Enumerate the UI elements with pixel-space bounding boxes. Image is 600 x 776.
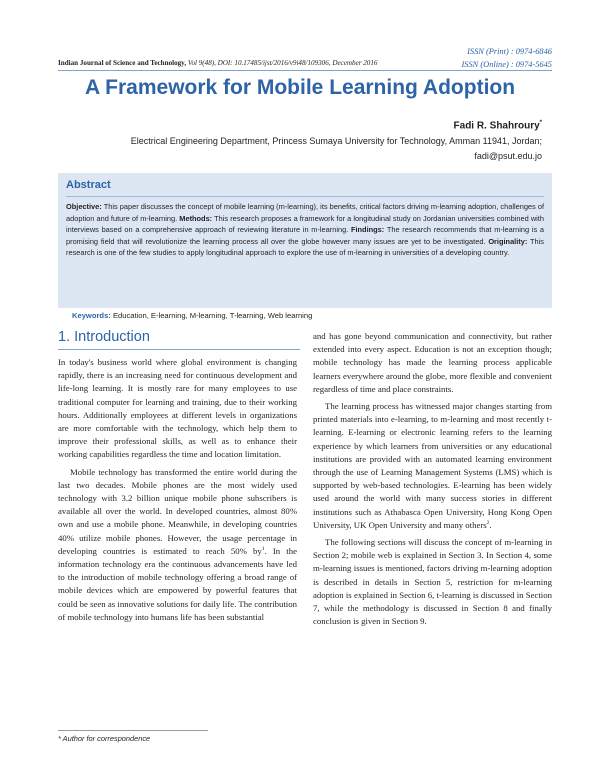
- originality-text: This research is one of the few studies to apply longitudinal approach to explore the use of m-learning in universities of a developing country.: [66, 236, 544, 258]
- paragraph: and has gone beyond communication and connectivity, but rather extended into every aspect. Education is not an exception though; mobile technology has made the learning process applicable learners everywhere around the globe, more flexible and convenient regardless of time and place constraints.: [313, 331, 552, 394]
- affiliation-text: Electrical Engineering Department, Princess Sumaya University for Technology, Amman 11941, Jordan;: [130, 136, 542, 146]
- objective-text: This paper discusses the concept of mobile learning (m-learning), its benefits, critical factors driving m-learning adoption, challenges of adoption and future of m-learning.: [66, 202, 544, 223]
- paragraph: In today's business world where global environment is changing rapidly, there is an increasing need for continuous development and life-long learning. It is mostly rare for many employees to use traditional computer for learning and training, due to their working hours. Additionally employees at different levels in organizations are more comfortable with the technology, which help them to improve their professional skills, as well as to enhance their working capabilities regardless the time and location limitation.: [58, 357, 297, 460]
- abstract-text: [66, 201, 544, 259]
- abstract-box: [58, 173, 552, 308]
- journal-name: Indian Journal of Science and Technology,: [58, 59, 187, 67]
- issn-online: ISSN (Online) : 0974-5645: [461, 60, 552, 69]
- footnote-divider: [58, 730, 208, 731]
- findings-text: The research recommends that m-learning is a promising field that will revolutionize the learning process all over the globe however many issues are yet to be investigated.: [66, 225, 544, 246]
- methods-text: This research proposes a framework for a longitudinal study on Jordanian universities combined with interviews based on a comprehensive approach of reviewing literature in m-learning.: [66, 213, 544, 235]
- section-divider: [58, 349, 300, 350]
- issn-print: ISSN (Print) : 0974-6846: [467, 47, 552, 56]
- section-heading: 1. Introduction: [58, 329, 150, 345]
- reference-mark: 2: [486, 519, 490, 526]
- paragraph-text: Mobile technology has transformed the entire world during the last two decades. Mobile phones are the most widely used technology with 3.2 billion unique mobile phone subscribers is available all over the world. In developed countries, almost 80% own and use a mobile phone. Meanwhile, in developing countries 40% utilize mobile phones. However, the usage percentage in developing countries is estimated to reach 50% by: [58, 466, 297, 556]
- journal-meta: Vol 9(48), DOI: 10.17485/ijst/2016/v9i48/109306, December 2016: [186, 59, 378, 67]
- paragraph-text: .: [489, 519, 492, 530]
- paper-title: A Framework for Mobile Learning Adoption: [84, 76, 516, 99]
- keywords-label: Keywords:: [72, 311, 111, 320]
- paragraph-text: . In the information technology era the continuous advancements have led to the introduction of mobile technology offering a broad range of mobile devices which are empowered by powerful features that could be seen as innovative solutions for daily life. The contribution of mobile technology into humans life has been substantial: [58, 545, 297, 622]
- paragraph: [58, 466, 297, 624]
- author-name: Fadi R. Shahroury: [453, 120, 540, 132]
- author-email: fadi@psut.edu.jo: [474, 151, 542, 161]
- paragraph-text: The learning process has witnessed major changes starting from printed materials into e-learning, to m-learning and most recently t-learning. E-learning or electronic learning refers to the learning experience by which learners from universities or any educational institutions are provided with an automated learning environment through the use of Learning Management Systems (LMS) which is supported by web-based technologies. E-learning has been widely used around the world with many success stories in different institutions such as Athabasca Open University, Hong Kong Open University, UK Open University and many others: [313, 401, 552, 530]
- methods-label: Methods:: [179, 213, 213, 223]
- journal-citation: [58, 58, 377, 68]
- header-divider: [58, 70, 552, 71]
- findings-label: Findings:: [350, 225, 385, 235]
- keywords-text: Education, E-learning, M-learning, T-learning, Web learning: [110, 311, 313, 320]
- left-column: [58, 356, 297, 628]
- paragraph: The following sections will discuss the concept of m-learning in Section 2; mobile web is explained in Section 3. In Section 4, some m-learning issues is mentioned, factors driving m-learning adoption is described in details in Section 5, restriction for m-learning adoption is explained in Section 6, t-learning is discussed in Section 7, while the methodology is discussed in Section 8 and finally conclusion is given in Section 9.: [313, 537, 552, 627]
- affiliation: [82, 134, 542, 164]
- keywords: [72, 310, 552, 321]
- originality-label: Originality:: [488, 236, 528, 246]
- footnote: * Author for correspondence: [58, 734, 151, 743]
- abstract-heading: Abstract: [66, 179, 111, 191]
- reference-mark: 1: [261, 545, 265, 552]
- objective-label: Objective:: [66, 202, 102, 211]
- paragraph: [313, 400, 552, 532]
- author: [454, 116, 542, 133]
- right-column: [313, 330, 552, 632]
- issn-block: [352, 45, 552, 71]
- abstract-divider: [66, 196, 544, 197]
- author-mark: *: [539, 120, 542, 126]
